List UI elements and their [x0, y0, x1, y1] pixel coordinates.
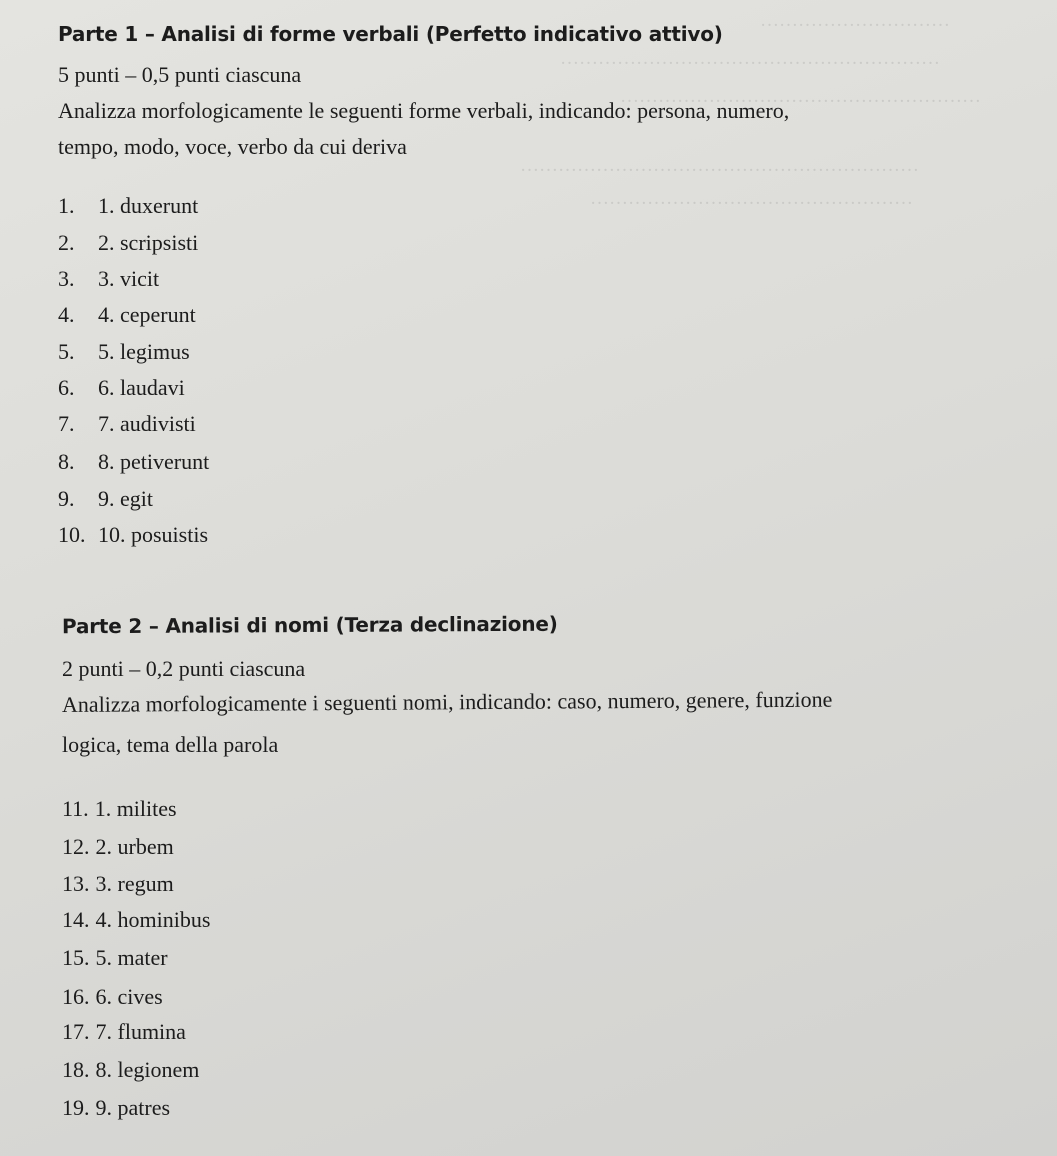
part1-points: 5 punti – 0,5 punti ciascuna: [58, 62, 302, 87]
item-text: 7. flumina: [95, 1019, 186, 1044]
item-number: 19.: [62, 1095, 90, 1120]
part1-instructions-line2: tempo, modo, voce, verbo da cui deriva: [58, 134, 407, 159]
item-number: 6.: [58, 375, 75, 400]
part1-instructions-line1: Analizza morfologicamente le seguenti forme verbali, indicando: persona, numero,: [58, 98, 790, 123]
bleed-through-texture: …………………………………………………: [620, 86, 981, 107]
bleed-through-texture: ……………………………………………: [590, 188, 913, 209]
list-item: [62, 907, 210, 933]
item-text: 4. ceperunt: [98, 302, 196, 327]
item-text: 5. legimus: [98, 339, 190, 364]
item-text: 8. petiverunt: [98, 449, 210, 474]
item-text: 7. audivisti: [98, 411, 196, 436]
item-text: 8. legionem: [95, 1057, 200, 1082]
list-item: [62, 984, 163, 1010]
item-number: 1.: [58, 193, 75, 218]
item-text: 1. duxerunt: [98, 193, 199, 218]
item-number: 12.: [62, 834, 90, 859]
list-item: [62, 796, 177, 822]
part2-points: 2 punti – 0,2 punti ciascuna: [62, 656, 306, 681]
item-text: 5. mater: [95, 945, 168, 970]
item-number: 13.: [62, 871, 90, 896]
part2-instructions-line2: logica, tema della parola: [62, 732, 279, 757]
item-number: 14.: [62, 907, 90, 932]
item-number: 7.: [58, 411, 75, 436]
item-number: 2.: [58, 230, 75, 255]
list-item: [58, 522, 208, 548]
item-number: 11.: [62, 796, 89, 821]
list-item: [58, 375, 185, 401]
item-number: 16.: [62, 984, 90, 1009]
list-item: [58, 302, 196, 328]
list-item: [58, 230, 198, 256]
item-text: 9. patres: [95, 1095, 171, 1120]
item-text: 2. scripsisti: [98, 230, 199, 255]
item-number: 15.: [62, 945, 90, 970]
item-number: 9.: [58, 486, 75, 511]
list-item: [62, 1095, 170, 1121]
bleed-through-texture: ……………………………………………………: [560, 48, 940, 69]
item-text: 3. vicit: [98, 266, 160, 291]
list-item: [58, 193, 198, 219]
bleed-through-texture: …………………………: [760, 10, 950, 31]
bleed-through-texture: ………………………………………………………: [520, 155, 919, 176]
item-number: 4.: [58, 302, 75, 327]
item-text: 6. laudavi: [98, 375, 185, 400]
list-item: [58, 486, 153, 512]
part1-title: Parte 1 – Analisi di forme verbali (Perfetto indicativo attivo): [58, 22, 723, 46]
list-item: [62, 871, 174, 897]
part2-title: Parte 2 – Analisi di nomi (Terza declinazione): [61, 611, 558, 639]
item-number: 8.: [58, 449, 75, 474]
list-item: [58, 449, 209, 475]
list-item: [62, 945, 168, 971]
item-text: 3. regum: [95, 871, 174, 896]
item-number: 3.: [58, 266, 75, 291]
item-number: 18.: [62, 1057, 90, 1082]
list-item: [58, 339, 190, 365]
item-number: 17.: [62, 1019, 90, 1044]
list-item: [58, 411, 196, 437]
list-item: [62, 834, 174, 860]
list-item: [62, 1057, 199, 1083]
item-text: 6. cives: [95, 984, 163, 1009]
list-item: [62, 1019, 186, 1045]
list-item: [58, 266, 159, 292]
item-number: 5.: [58, 339, 75, 364]
item-text: 4. hominibus: [95, 907, 211, 932]
item-text: 9. egit: [98, 486, 153, 511]
item-number: 10.: [58, 522, 86, 547]
item-text: 2. urbem: [95, 834, 174, 859]
part2-instructions-line1: Analizza morfologicamente i seguenti nomi, indicando: caso, numero, genere, funzione: [61, 686, 833, 717]
item-text: 1. milites: [94, 796, 177, 821]
item-text: 10. posuistis: [98, 522, 209, 547]
